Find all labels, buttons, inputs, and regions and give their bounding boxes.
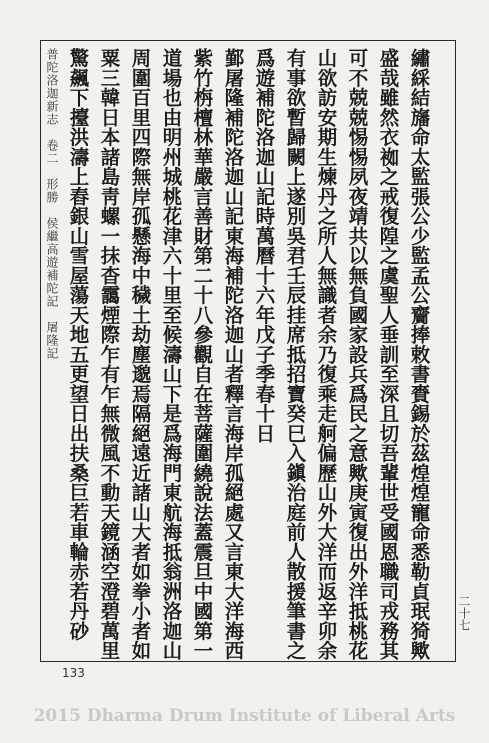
- text-column-3: 可不兢兢惕惕夙夜靖共以無負國家設兵爲民之意歟庚寅復出外洋抵桃花: [345, 48, 369, 661]
- watermark-text: 2015 Dharma Drum Institute of Liberal Arts: [33, 706, 456, 726]
- text-column-6: 爲遊補陀洛迦山記時萬曆十六年戊子季春十日: [252, 48, 276, 443]
- text-column-4: 山欲訪安期生煉丹之所人無識者余乃復乘走舸偏歷山外大洋而返辛卯余: [314, 48, 338, 661]
- text-column-10: 周圍百里四際無岸孤懸海中穢土劫塵邈焉隔絕遠近諸山大者如拳小者如: [128, 48, 152, 661]
- text-column-5: 有事欲暫歸闕上遂別吳君壬辰挂席抵招寶癸巳入鎭治庭前人散援筆書之: [283, 48, 307, 661]
- text-column-2: 盛哉雖然衣袽之戒復隍之虞聖人垂訓至深且切吾輩世受國恩職司戎務其: [376, 48, 400, 661]
- text-column-8: 紫竹栴檀林華嚴言善財第二十八參觀自在菩薩圍繞說法蓋震旦中國第一: [190, 48, 214, 661]
- text-column-9: 道場也由明州城桃花津六十里至候濤山下是爲海門東航海抵翁洲洛迦山: [159, 48, 183, 661]
- text-column-11: 粟三韓日本諸島靑螺一抹杳靄煙際乍有乍無微風不動天鏡涵空澄碧萬里: [97, 48, 121, 661]
- text-column-12: 驚飆下擡洪濤上舂銀山雪屋蕩天地五更望日出扶桑巨若車輪赤若丹砂: [66, 48, 90, 641]
- text-column-1: 繡綵結旛命太監張公少監孟公齎捧敕書賚錫於茲煌煌寵命悉勒貞珉猗歟: [407, 48, 431, 661]
- text-column-7: 鄞屠隆補陀洛迦山記東海補陀洛迦山者釋言海岸孤絕處又言東大洋海西: [221, 48, 245, 661]
- margin-header: 普陀洛迦新志 卷二 形勝 侯繼高遊補陀記 屠隆記: [45, 48, 59, 360]
- page-number: 133: [62, 666, 85, 680]
- page-number-chinese: 二十七: [457, 595, 471, 631]
